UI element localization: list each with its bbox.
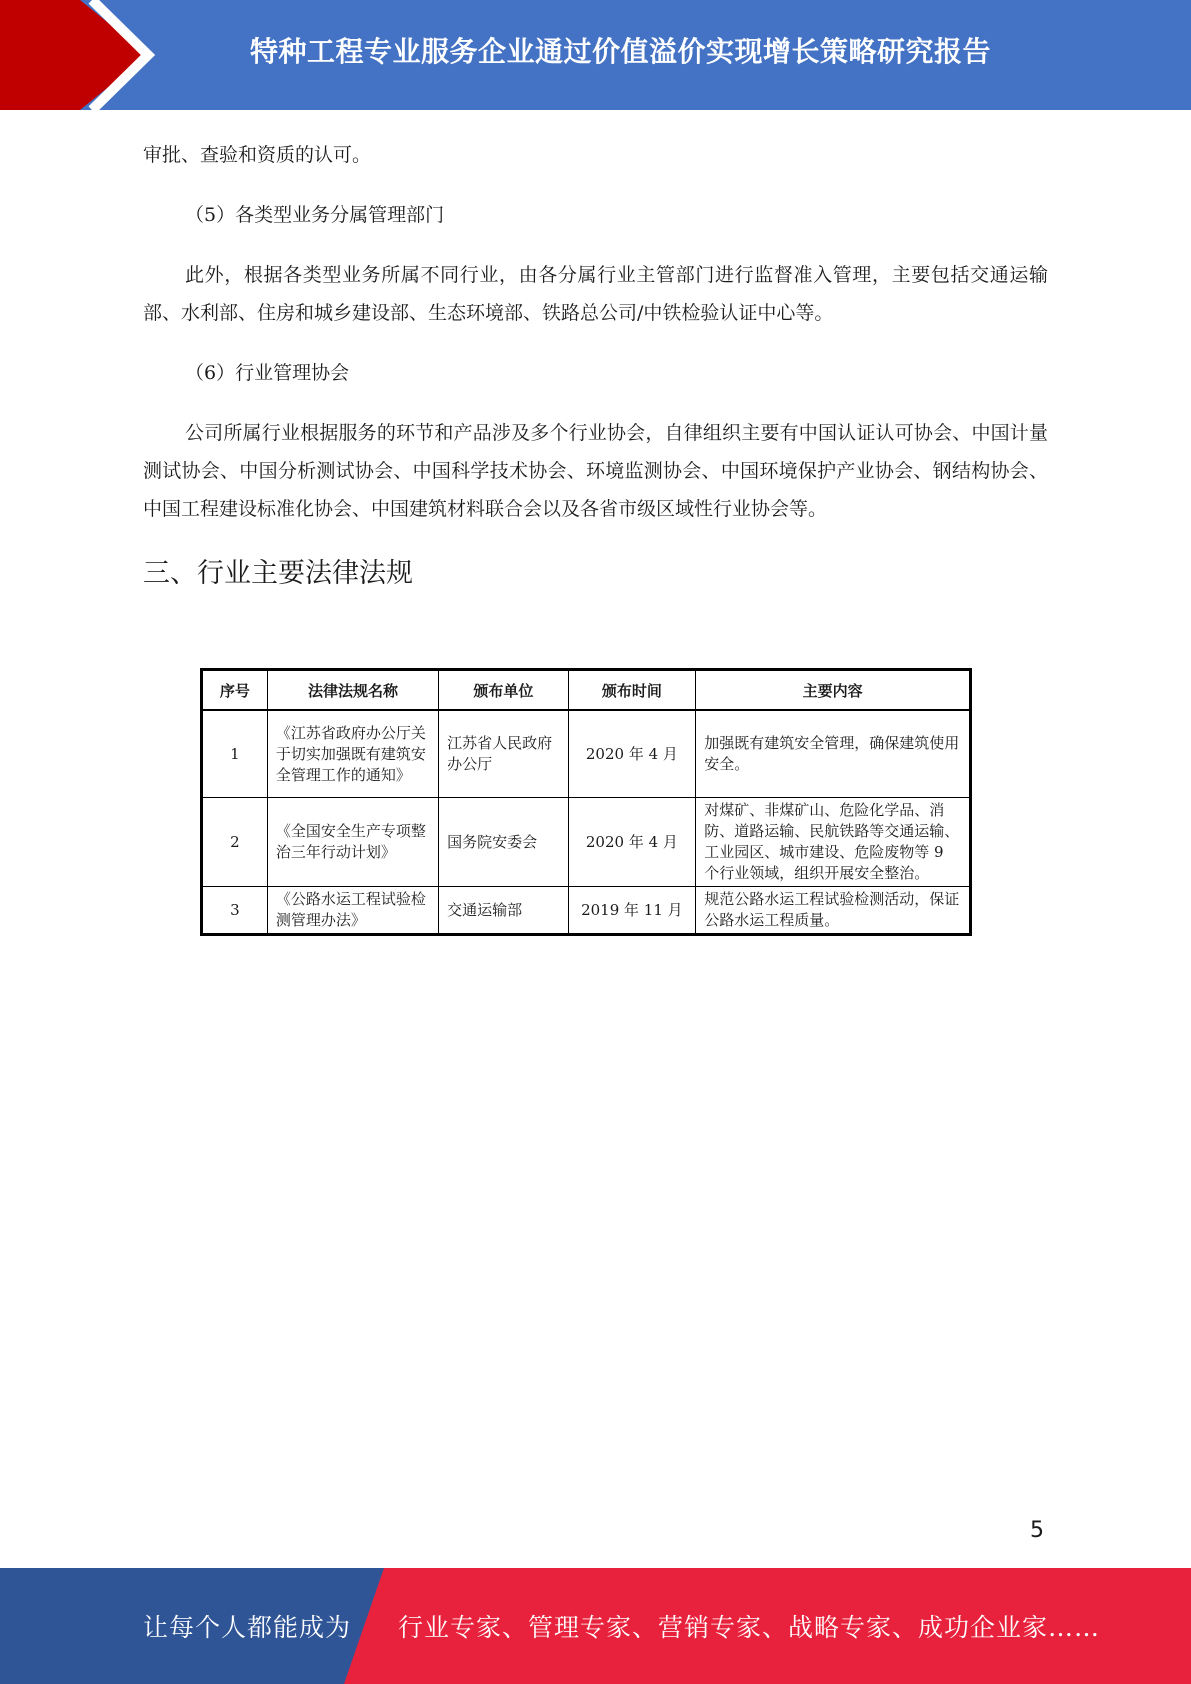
cell-issuer: 交通运输部 [439,887,568,935]
footer-slogan-left: 让每个人都能成为 [143,1613,352,1642]
cell-issuer: 国务院安委会 [439,798,568,887]
report-title: 特种工程专业服务企业通过价值溢价实现增长策略研究报告 [249,35,991,68]
header-law-name: 法律法规名称 [267,670,438,711]
cell-law-name: 《江苏省政府办公厅关于切实加强既有建筑安全管理工作的通知》 [267,710,438,798]
cell-law-name: 《全国安全生产专项整治三年行动计划》 [267,798,438,887]
header-no: 序号 [202,670,268,711]
header-content: 主要内容 [696,670,971,711]
laws-table [200,668,972,936]
footer-slogan-right: 行业专家、管理专家、营销专家、战略专家、成功企业家…… [398,1613,1101,1642]
subheading-associations: （6）行业管理协会 [185,362,350,384]
paragraph-departments: 此外，根据各类型业务所属不同行业，由各分属行业主管部门进行监督准入管理，主要包括交通运输部、水利部、住房和城乡建设部、生态环境部、铁路总公司/中铁检验认证中心等。 [143,264,1048,324]
cell-issuer: 江苏省人民政府办公厅 [439,710,568,798]
cell-date: 2020 年 4 月 [568,710,696,798]
main-content [143,136,1048,594]
cell-no: 2 [202,798,268,887]
cell-date: 2020 年 4 月 [568,798,696,887]
cell-date: 2019 年 11 月 [568,887,696,935]
table-row [202,710,971,798]
header-issuer: 颁布单位 [439,670,568,711]
page-header [0,0,1191,110]
table-header-row [202,670,971,711]
cell-law-name: 《公路水运工程试验检测管理办法》 [267,887,438,935]
cell-content: 对煤矿、非煤矿山、危险化学品、消防、道路运输、民航铁路等交通运输、工业园区、城市建设、危险废物等 9 个行业领域，组织开展安全整治。 [696,798,971,887]
section-heading-laws: 三、行业主要法律法规 [143,558,413,589]
header-date: 颁布时间 [568,670,696,711]
cell-no: 3 [202,887,268,935]
paragraph-approval: 审批、查验和资质的认可。 [143,144,372,166]
paragraph-associations: 公司所属行业根据服务的环节和产品涉及多个行业协会，自律组织主要有中国认证认可协会、中国计量测试协会、中国分析测试协会、中国科学技术协会、环境监测协会、中国环境保护产业协会、钢结构协会、中国工程建设标准化协会、中国建筑材料联合会以及各省市级区域性行业协会等。 [143,422,1048,520]
page-footer [0,1568,1191,1684]
subheading-departments: （5）各类型业务分属管理部门 [185,204,445,226]
table-row [202,887,971,935]
table-row [202,798,971,887]
cell-content: 规范公路水运工程试验检测活动，保证公路水运工程质量。 [696,887,971,935]
page-number: 5 [1030,1518,1044,1543]
cell-no: 1 [202,710,268,798]
cell-content: 加强既有建筑安全管理，确保建筑使用安全。 [696,710,971,798]
